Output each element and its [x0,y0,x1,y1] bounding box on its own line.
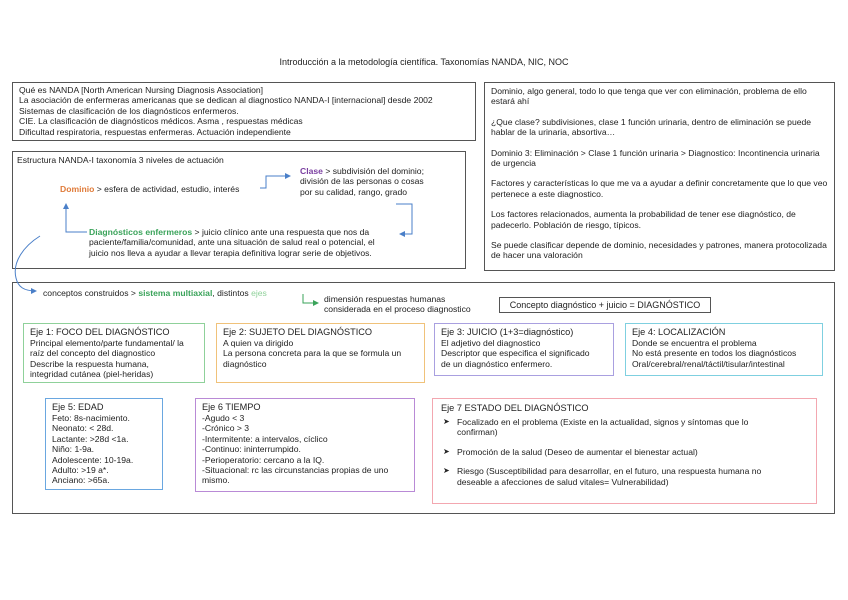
nanda-line: Sistemas de clasificación de los diagnósticos enfermeros. [19,105,239,116]
nanda-line: La asociación de enfermeras americanas que se dedican al diagnostico NANDA-I [internacional] desde 2002 [19,95,433,106]
domain-paragraph: ¿Que clase? subdivisiones, clase 1 función urinaria, dentro de eliminación se puede hablar de la urinaria, absortiva… [491,116,812,138]
nanda-line: Dificultad respiratoria, respuestas enfermeras. Actuación independiente [19,126,291,137]
eje-line: raíz del concepto del diagnostico [30,348,156,359]
bullet-line: confirman) [457,427,498,438]
eje-title: Eje 6 TIEMPO [202,402,261,412]
domain-paragraph: Los factores relacionados, aumenta la probabilidad de tener ese diagnóstico, de padecerlo. Población de riesgo, típicos. [491,209,796,230]
eje-line: -Agudo < 3 [202,413,245,423]
eje-title: Eje 2: SUJETO DEL DIAGNÓSTICO [223,327,373,337]
domain-paragraph: Factores y características lo que me va a ayudar a definir concretamente que lo que veo pertenece a este diagnostico. [491,178,828,199]
diagnosticos-desc: > juicio clínico ante una respuesta que nos da [192,227,370,237]
eje-line: Descriptor que especifica el significado [441,348,590,359]
ejes-term: ejes [251,288,267,298]
eje-line: La persona concreta para la que se formula un [223,348,402,359]
arrow-bullet-icon: ➤ [443,446,450,456]
eje-line: -Crónico > 3 [202,423,250,434]
arrow-bullet-icon: ➤ [443,466,450,476]
diagnosticos-term: Diagnósticos enfermeros [89,227,193,237]
diagnosticos-to-dominio-arrow [66,204,87,232]
clase-term: Clase [300,166,323,176]
eje-title: Eje 3: JUICIO (1+3=diagnóstico) [441,327,574,337]
eje-line: Adulto: >19 a*. [52,465,109,476]
diagnosticos-desc-line: juicio nos lleva a ayudar a llevar terapia definitiva lograr serie de objetivos. [89,247,372,258]
diagnosticos-to-concepts-arrow [15,236,40,291]
nanda-line: CIE. La clasificación de diagnósticos médicos. Asma , respuestas médicas [19,116,303,127]
bullet-line: Riesgo (Susceptibilidad para desarrollar, en el futuro, una respuesta humana no [457,466,762,477]
eje-line: Feto: 8s-nacimiento. [52,413,130,423]
eje-line: -Intermitente: a intervalos, cíclico [202,433,328,444]
structure-heading: Estructura NANDA-I taxonomía 3 niveles de actuación [17,155,224,165]
ejes-to-dimension-arrow [303,294,318,303]
concepto-formula-box: Concepto diagnóstico + juicio = DIAGNÓSTICO [499,297,711,313]
eje-line: mismo. [202,475,230,486]
sistema-multiaxial-term: sistema multiaxial [138,288,213,298]
eje-line: de un diagnóstico enfermero. [441,358,553,369]
eje-line: No está presente en todos los diagnósticos [632,348,797,359]
dimension-line: considerada en el proceso diagnostico [324,304,471,315]
eje-title: Eje 1: FOCO DEL DIAGNÓSTICO [30,327,170,337]
eje-title: Eje 7 ESTADO DEL DIAGNÓSTICO [441,403,589,413]
eje-line: Principal elemento/parte fundamental/ la [30,338,184,348]
eje-line: Oral/cerebral/renal/táctil/tisular/intestinal [632,358,785,369]
eje-line: -Perioperatorio: cercano a la IQ. [202,454,325,465]
eje-line: Niño: 1-9a. [52,444,95,455]
bullet-line: Focalizado en el problema (Existe en la actualidad, signos y síntomas que lo [457,417,749,427]
arrow-bullet-icon: ➤ [443,417,450,426]
eje-line: Neonato: < 28d. [52,423,114,434]
eje-line: integridad cutánea (piel-heridas) [30,369,154,380]
concepts-mid: , distintos [212,288,252,298]
eje-line: Lactante: >28d <1a. [52,433,129,444]
eje-line: Donde se encuentra el problema [632,338,757,348]
eje-line: -Continuo: ininterrumpido. [202,444,301,455]
bullet-line: Promoción de la salud (Deseo de aumentar el bienestar actual) [457,446,698,457]
eje-line: A quien va dirigido [223,338,294,348]
dimension-line: dimensión respuestas humanas [324,294,446,304]
dominio-to-clase-arrow [260,176,290,188]
eje-line: Anciano: >65a. [52,475,110,486]
eje-title: Eje 4: LOCALIZACIÓN [632,327,726,337]
concepts-prefix: conceptos construidos > [43,288,139,298]
bullet-line: deseable a afecciones de salud vitales= Vulnerabilidad) [457,476,669,487]
clase-desc-line: por su calidad, rango, grado [300,186,408,197]
clase-to-diagnosticos-arrow [396,204,412,234]
eje-title: Eje 5: EDAD [52,402,104,412]
eje-line: Adolescente: 10-19a. [52,454,134,465]
dominio-term: Dominio [60,184,95,194]
clase-desc-line: división de las personas o cosas [300,176,424,187]
eje-line: Describe la respuesta humana, [30,358,149,369]
dominio-desc: > esfera de actividad, estudio, interés [94,184,240,194]
diagnosticos-desc-line: paciente/familia/comunidad, ante una situación de salud real o potencial, el [89,237,375,248]
nanda-line: Qué es NANDA [North American Nursing Diagnosis Association] [19,85,264,95]
domain-paragraph: Dominio, algo general, todo lo que tenga que ver con eliminación, problema de ello estará ahí [491,86,807,107]
eje-line: diagnóstico [223,358,267,369]
eje-line: El adjetivo del diagnostico [441,338,541,348]
domain-paragraph: Dominio 3: Eliminación > Clase 1 función urinaria > Diagnostico: Incontinencia urinaria de urgencia [491,147,820,169]
domain-paragraph: Se puede clasificar depende de dominio, necesidades y patrones, manera protocolizada de hacer una valoración [491,240,827,261]
clase-desc: > subdivisión del dominio; [322,166,424,176]
eje-line: -Situacional: rc las circunstancias propias de uno [202,465,389,476]
page-title: Introducción a la metodología científica. Taxonomías NANDA, NIC, NOC [279,57,569,67]
